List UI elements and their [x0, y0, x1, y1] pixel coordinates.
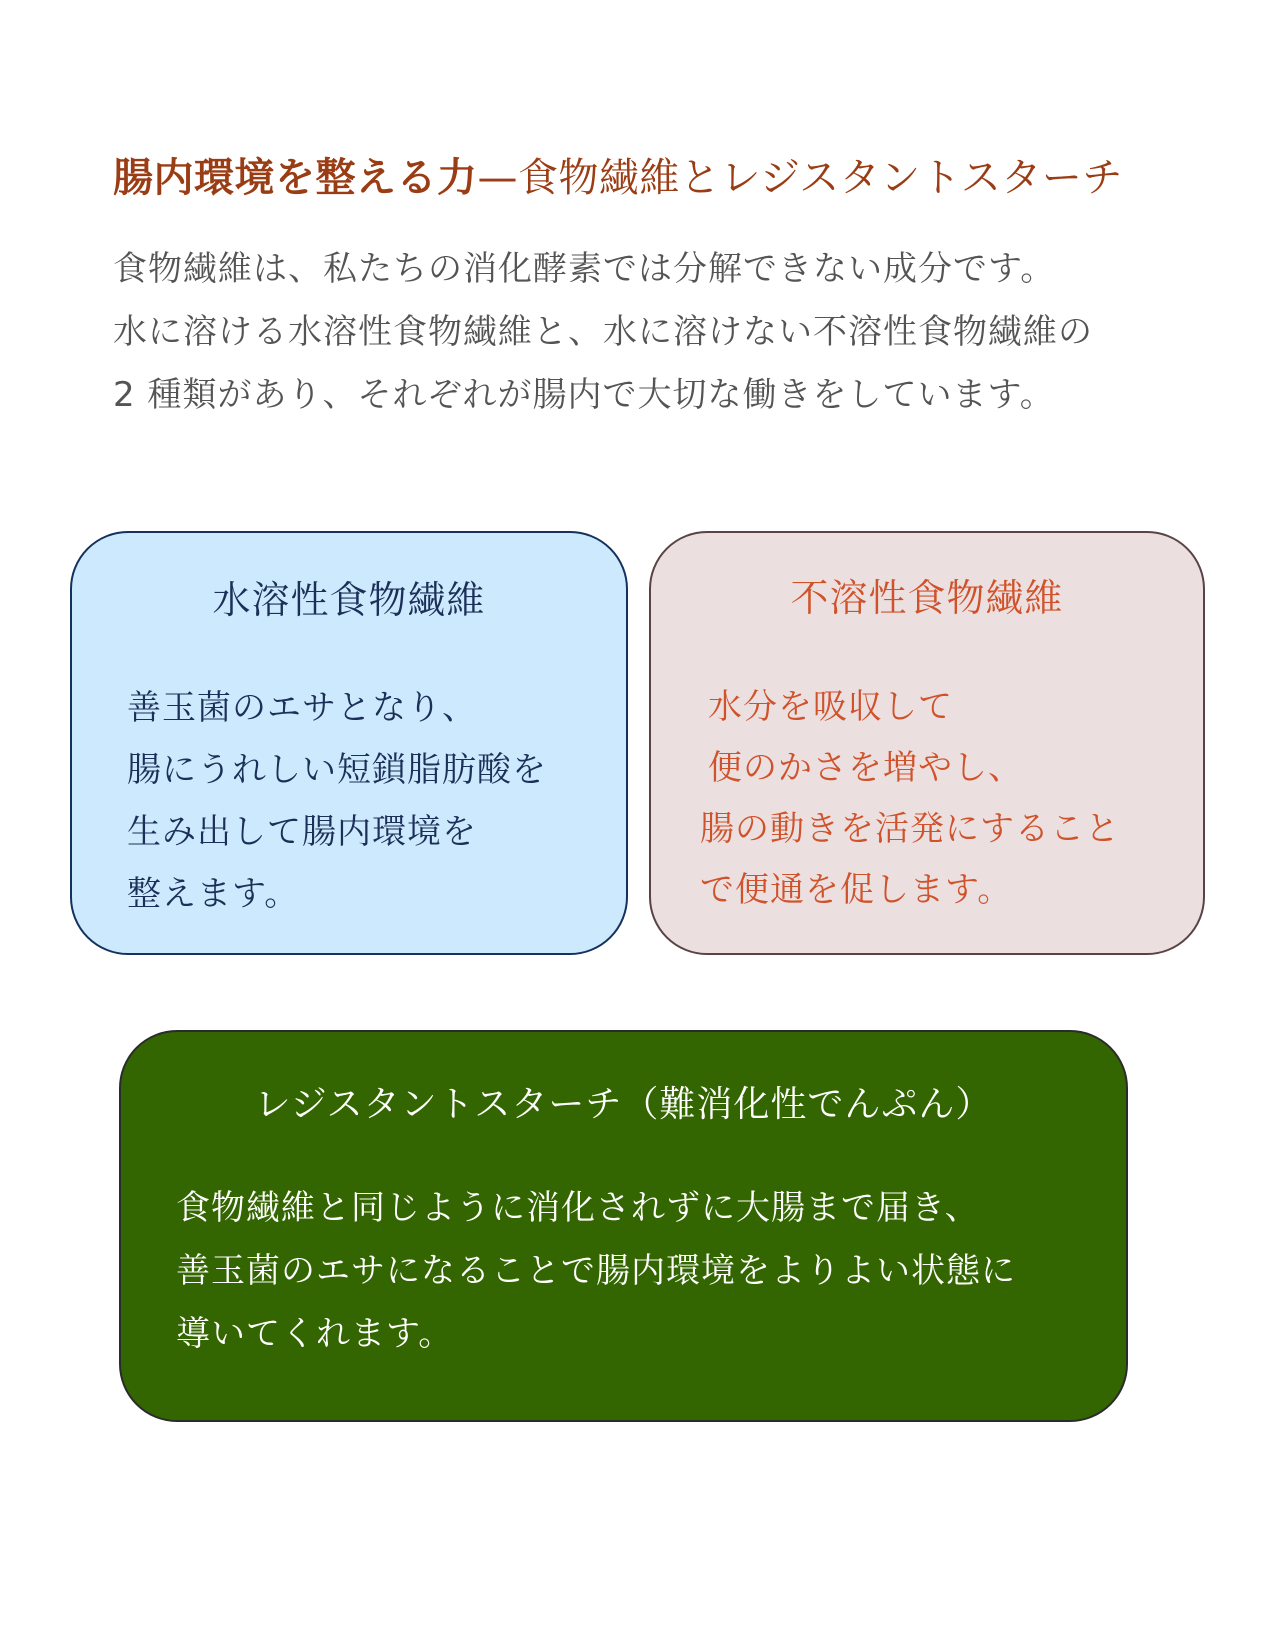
insoluble-fiber-line: 腸の動きを活発にすること	[700, 809, 1120, 849]
soluble-fiber-line: 整えます。	[127, 874, 300, 914]
resistant-starch-title: レジスタントスターチ（難消化性でんぷん）	[254, 1084, 993, 1125]
insoluble-fiber-card	[649, 531, 1205, 955]
heading-strong: 腸内環境を整える力	[113, 155, 478, 201]
resistant-starch-line: 善玉菌のエサになることで腸内環境をよりよい状態に	[176, 1251, 1016, 1291]
page-heading	[113, 152, 1123, 204]
soluble-fiber-title: 水溶性食物繊維	[212, 578, 486, 622]
intro-line: 2 種類があり、それぞれが腸内で大切な働きをしています。	[113, 375, 1055, 415]
soluble-fiber-card	[70, 531, 628, 955]
insoluble-fiber-body	[700, 677, 1120, 921]
resistant-starch-line: 食物繊維と同じように消化されずに大腸まで届き、	[176, 1188, 980, 1228]
soluble-fiber-line: 善玉菌のエサとなり、	[127, 688, 477, 728]
heading-subtitle: —食物繊維とレジスタントスターチ	[477, 155, 1123, 201]
soluble-fiber-body	[127, 677, 547, 925]
soluble-fiber-line: 腸にうれしい短鎖脂肪酸を	[127, 750, 547, 790]
insoluble-fiber-line: 便のかさを増やし、	[708, 748, 1023, 788]
intro-line: 水に溶ける水溶性食物繊維と、水に溶けない不溶性食物繊維の	[113, 312, 1093, 352]
insoluble-fiber-title: 不溶性食物繊維	[790, 576, 1064, 620]
resistant-starch-body	[176, 1177, 1016, 1366]
intro-paragraph	[113, 238, 1173, 427]
resistant-starch-line: 導いてくれます。	[176, 1314, 454, 1354]
intro-line: 食物繊維は、私たちの消化酵素では分解できない成分です。	[113, 249, 1056, 289]
resistant-starch-card	[119, 1030, 1128, 1422]
soluble-fiber-line: 生み出して腸内環境を	[127, 812, 477, 852]
insoluble-fiber-line: 水分を吸収して	[708, 687, 953, 727]
insoluble-fiber-line: で便通を促します。	[700, 870, 1013, 910]
